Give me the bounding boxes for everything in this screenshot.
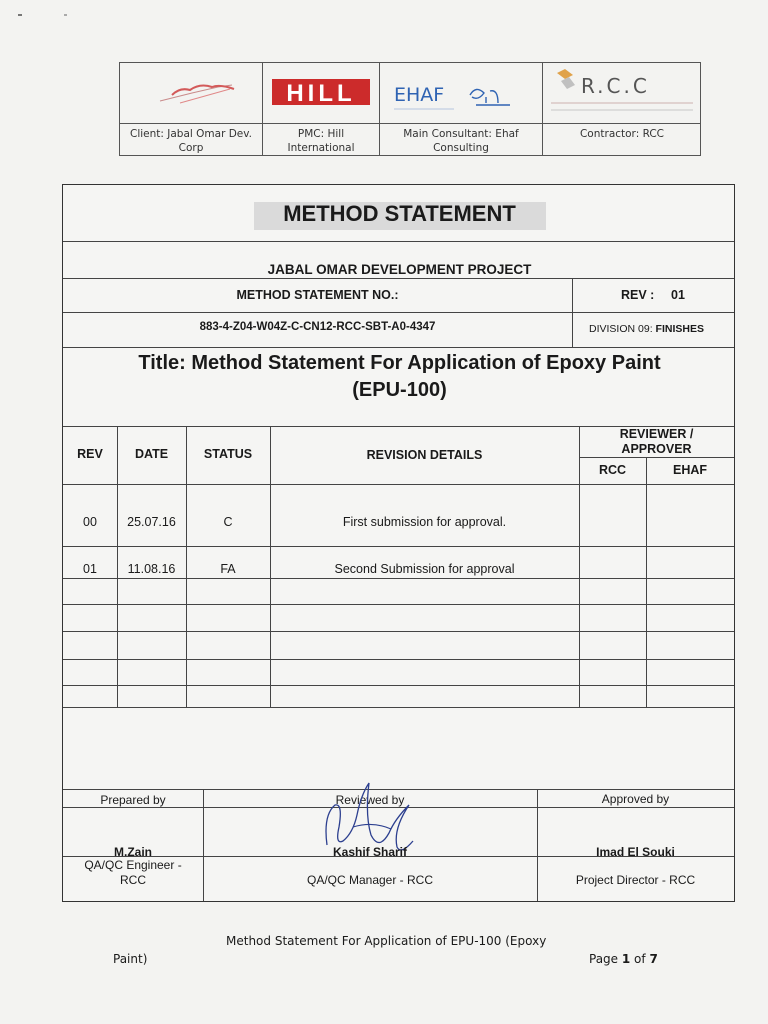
details-cell: Second Submission for approval — [334, 562, 515, 576]
logo-table — [119, 62, 701, 156]
prepared-role-line2: RCC — [120, 873, 146, 887]
client-caption: Client: Jabal Omar Dev. Corp — [120, 123, 263, 156]
col-rcc: RCC — [598, 463, 627, 477]
doc-title-line1: Title: Method Statement For Application of Epoxy Paint — [138, 352, 661, 374]
svg-text:HILL: HILL — [286, 80, 356, 107]
division-value: FINISHES — [655, 323, 704, 335]
col-status: STATUS — [203, 447, 253, 461]
approved-name: Imad El Souki — [596, 845, 675, 859]
pmc-caption: PMC: Hill International — [263, 123, 380, 156]
footer-title-line1: Method Statement For Application of EPU-100 (Epoxy — [226, 934, 547, 948]
project-name: JABAL OMAR DEVELOPMENT PROJECT — [267, 262, 532, 277]
rcc-logo — [543, 63, 701, 123]
footer-title-line2: Paint) — [113, 952, 148, 966]
hill-logo — [263, 63, 380, 123]
date-cell: 11.08.16 — [127, 562, 176, 576]
division-field — [589, 323, 704, 335]
ms-no-value: 883-4-Z04-W04Z-C-CN12-RCC-SBT-A0-4347 — [199, 321, 436, 333]
col-ehaf: EHAF — [672, 463, 708, 477]
scan-mark — [64, 14, 67, 16]
prepared-by-label: Prepared by — [100, 793, 166, 807]
ehaf-logo — [380, 63, 543, 123]
col-revision-details: REVISION DETAILS — [366, 448, 483, 462]
reviewed-role: QA/QC Manager - RCC — [306, 873, 434, 887]
rev-cell: 00 — [83, 515, 97, 529]
status-cell: C — [223, 515, 233, 529]
prepared-name: M.Zain — [114, 845, 152, 859]
page-prefix: Page — [589, 952, 622, 966]
approved-role: Project Director - RCC — [575, 873, 696, 887]
col-rev: REV — [77, 447, 103, 461]
status-cell: FA — [220, 562, 236, 576]
reviewed-name: Kashif Sharif — [332, 845, 407, 859]
rev-value: 01 — [671, 288, 685, 302]
consultant-caption: Main Consultant: Ehaf Consulting — [380, 123, 543, 156]
details-cell: First submission for approval. — [342, 515, 507, 529]
page-of: of — [630, 952, 650, 966]
method-statement-form — [62, 184, 735, 902]
contractor-caption: Contractor: RCC — [543, 123, 701, 156]
ms-no-label: METHOD STATEMENT NO.: — [236, 288, 399, 302]
col-approver: APPROVER — [621, 442, 692, 456]
col-reviewer: REVIEWER / — [619, 427, 694, 441]
contractor-logo-cell — [543, 63, 701, 123]
page-number — [589, 952, 658, 966]
client-logo-cell — [120, 63, 263, 123]
rev-label: REV : — [621, 288, 655, 302]
consultant-logo-cell — [380, 63, 543, 123]
jabal-omar-logo — [120, 63, 263, 123]
doc-type-title: METHOD STATEMENT — [283, 201, 516, 226]
date-cell: 25.07.16 — [127, 515, 176, 529]
approved-by-label: Approved by — [601, 792, 670, 806]
doc-title-line2: (EPU-100) — [352, 379, 447, 401]
prepared-role-line1: QA/QC Engineer - — [84, 858, 182, 872]
division-label: DIVISION 09: — [589, 323, 653, 335]
page-current: 1 — [621, 952, 631, 966]
pmc-logo-cell — [263, 63, 380, 123]
scan-mark — [18, 14, 22, 16]
rev-cell: 01 — [83, 562, 97, 576]
page-total: 7 — [649, 952, 658, 966]
svg-text:R.C.C: R.C.C — [581, 74, 650, 98]
col-date: DATE — [134, 447, 169, 461]
reviewed-by-label: Reviewed by — [335, 793, 405, 807]
svg-text:EHAF: EHAF — [394, 84, 445, 106]
